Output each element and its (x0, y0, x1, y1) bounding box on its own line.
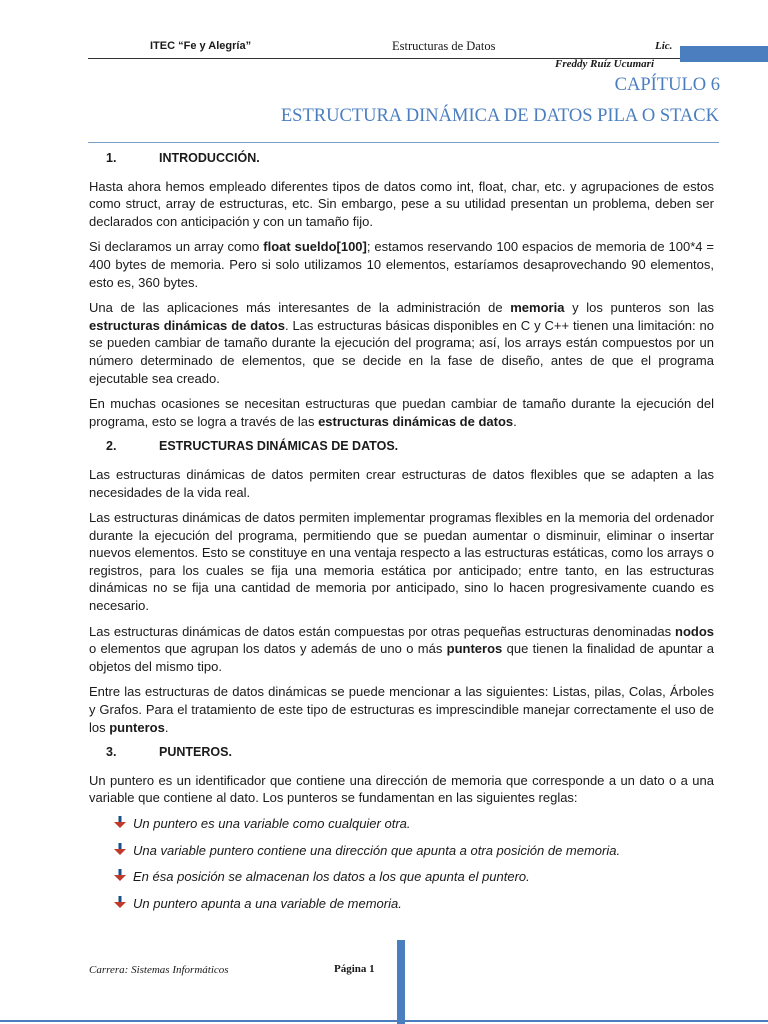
header-accent-bar (680, 46, 768, 62)
paragraph-dyn-3 (89, 623, 714, 676)
text-run: Las estructuras dinámicas de datos están compuestas por otras pequeñas estructuras denominadas (89, 623, 675, 639)
text-run: Si declaramos un array como (89, 239, 264, 255)
text-run: ; estamos reservando 100 espacios de memoria de 100*4 = 400 bytes de memoria. Pero si solo utilizamos 10 elementos, estaríamos desaprovechando 90 elementos, esto es, 360 bytes. (89, 239, 715, 290)
section-heading-introduccion (89, 150, 714, 168)
list-item-text: Un puntero apunta a una variable de memoria. (133, 895, 402, 911)
list-item (114, 815, 714, 833)
header-institution: ITEC “Fe y Alegría” (150, 40, 252, 52)
section-heading-estructuras-dinamicas (89, 438, 714, 456)
paragraph-intro-1: Hasta ahora hemos empleado diferentes tipos de datos como int, float, char, etc. y agrupaciones de estos como struct, array de estructuras, etc. Sin embargo, pese a su utilidad presentan un problema, deben ser declarados con anticipación y con un tamaño fijo. (89, 178, 714, 229)
header-author-title: Lic. (655, 40, 673, 52)
text-run: que tienen la finalidad de apuntar a objetos del mismo tipo. (89, 641, 715, 674)
section-number: 2. (106, 439, 117, 454)
paragraph-intro-3 (89, 299, 714, 387)
bullet-arrow-icon (114, 842, 126, 856)
text-run: En muchas ocasiones se necesitan estructuras que puedan cambiar de tamaño durante la ejecución del programa, esto se logra a través de las (89, 396, 714, 429)
footer-page-number: Página 1 (334, 963, 375, 975)
text-run: . (164, 719, 169, 735)
paragraph-dyn-4 (89, 683, 714, 736)
list-item-text: En ésa posición se almacenan los datos a los que apunta el puntero. (133, 869, 530, 885)
section-title: PUNTEROS. (159, 745, 232, 760)
section-number: 3. (106, 745, 117, 760)
footer-rule (0, 1020, 768, 1022)
text-run: y los punteros son las (564, 300, 714, 316)
bold-term: memoria (510, 300, 565, 316)
text-run: Entre las estructuras de datos dinámicas se puede mencionar a las siguientes: Listas, pilas, Colas, Árboles y Grafos. Para el tratamiento de este tipo de estructuras es imprescindible manejar correctamente el uso de los (89, 684, 714, 735)
paragraph-dyn-1: Las estructuras dinámicas de datos permiten crear estructuras de datos flexibles que se adapten a las necesidades de la vida real. (89, 466, 714, 500)
text-run: Una de las aplicaciones más interesantes de la administración de (89, 300, 511, 316)
bullet-arrow-icon (114, 815, 126, 829)
bold-term: punteros (446, 641, 503, 657)
section-number: 1. (106, 151, 117, 165)
section-title: ESTRUCTURAS DINÁMICAS DE DATOS. (159, 439, 399, 454)
header-subject: Estructuras de Datos (392, 39, 496, 53)
code-inline: float sueldo[100] (263, 239, 367, 255)
header-author-name: Freddy Ruíz Ucumari (555, 58, 655, 70)
text-run: . (513, 413, 517, 429)
chapter-label: CAPÍTULO 6 (614, 75, 720, 95)
document-body (89, 148, 714, 921)
paragraph-intro-4 (89, 395, 714, 430)
paragraph-intro-2 (89, 238, 714, 291)
bold-term: estructuras dinámicas de datos (318, 413, 514, 429)
section-title: INTRODUCCIÓN. (159, 151, 260, 165)
bold-term: punteros (109, 719, 165, 735)
text-run: o elementos que agrupan los datos y además de uno o más (89, 641, 447, 657)
paragraph-punteros-1: Un puntero es un identificador que contiene una dirección de memoria que corresponde a un dato o a una variable que contiene al dato. Los punteros se fundamentan en las siguientes reglas: (89, 772, 714, 806)
list-item (114, 842, 714, 860)
bullet-arrow-icon (114, 868, 126, 882)
document-title: ESTRUCTURA DINÁMICA DE DATOS PILA O STACK (280, 106, 719, 126)
footer-accent-bar (397, 940, 405, 1024)
section-heading-punteros (89, 744, 714, 762)
list-item-text: Un puntero es una variable como cualquier otra. (133, 816, 411, 831)
paragraph-dyn-2: Las estructuras dinámicas de datos permiten implementar programas flexibles en la memoria del ordenador durante la ejecución del programa, permitiendo que se puedan aumentar o disminuir, eliminar o insertar nuevos elementos. Esto se constituye en una ventaja respecto a las estructuras estáticas, como los arrays o registros, para los cuales se fija una memoria estática por anticipado; entre tanto, en las estructuras dinámicas no se fija una cantidad de memoria por anticipado, sino lo hacen progresivamente cuando es necesario. (89, 510, 714, 614)
title-rule (88, 142, 719, 143)
text-run: . Las estructuras básicas disponibles en C y C++ tienen una limitación: no se pueden cambiar de tamaño durante la ejecución del programa; así, los arrays están compuestos por un número determinado de elementos, que se decide en la fase de diseño, antes de que el programa ejecutable sea creado. (89, 317, 714, 386)
bullet-arrow-icon (114, 895, 126, 909)
rules-list (89, 815, 714, 912)
bold-term: nodos (675, 623, 714, 639)
list-item (114, 868, 714, 886)
list-item (114, 895, 714, 913)
list-item-text: Una variable puntero contiene una dirección que apunta a otra posición de memoria. (133, 842, 621, 858)
bold-term: estructuras dinámicas de datos (89, 317, 285, 333)
footer-career: Carrera: Sistemas Informáticos (89, 964, 229, 976)
